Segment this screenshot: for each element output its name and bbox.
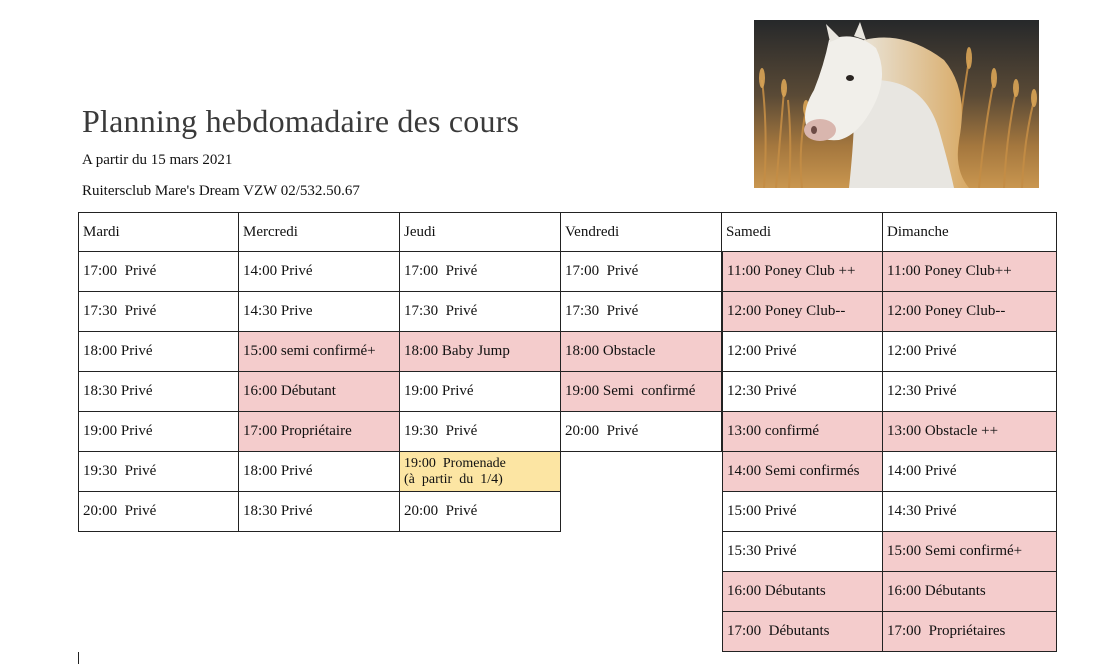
start-date-line: A partir du 15 mars 2021 [82,152,233,168]
schedule-cell: 14:00 Privé [883,452,1057,492]
schedule-cell: 13:00 confirmé [722,412,883,452]
schedule-cell: 12:00 Poney Club-- [722,292,883,332]
schedule-cell: 17:30 Privé [400,292,561,332]
schedule-cell: 17:00 Propriétaire [239,412,400,452]
day-header-mardi: Mardi [78,212,239,252]
page-margin-line [78,652,79,664]
white-horse-photo [754,20,1039,188]
schedule-cell: 20:00 Privé [561,412,722,452]
schedule-cell: 12:30 Privé [722,372,883,412]
schedule-cell: 16:00 Débutant [239,372,400,412]
schedule-cell: 12:30 Privé [883,372,1057,412]
schedule-cell: 15:00 Semi confirmé+ [883,532,1057,572]
schedule-cell: 18:00 Obstacle [561,332,722,372]
schedule-cell: 17:30 Privé [78,292,239,332]
schedule-cell: 19:00 Privé [78,412,239,452]
schedule-cell: 15:00 Privé [722,492,883,532]
schedule-cell: 20:00 Privé [400,492,561,532]
schedule-cell: 14:30 Prive [239,292,400,332]
schedule-cell: 17:00 Privé [78,252,239,292]
schedule-cell: 17:00 Privé [561,252,722,292]
schedule-cell: 18:30 Privé [78,372,239,412]
schedule-cell: 19:00 Promenade (à partir du 1/4) [400,452,561,492]
schedule-cell: 15:30 Privé [722,532,883,572]
day-header-mercredi: Mercredi [239,212,400,252]
schedule-cell: 18:00 Privé [239,452,400,492]
schedule-cell: 20:00 Privé [78,492,239,532]
schedule-cell: 18:30 Privé [239,492,400,532]
schedule-cell: 14:30 Privé [883,492,1057,532]
schedule-cell: 19:00 Privé [400,372,561,412]
schedule-cell: 17:00 Débutants [722,612,883,652]
weekly-schedule-table [78,212,1058,656]
schedule-cell: 14:00 Semi confirmés [722,452,883,492]
schedule-cell: 18:00 Privé [78,332,239,372]
schedule-cell: 16:00 Débutants [722,572,883,612]
schedule-cell: 19:30 Privé [78,452,239,492]
schedule-cell: 19:30 Privé [400,412,561,452]
schedule-cell: 17:00 Propriétaires [883,612,1057,652]
schedule-cell: 11:00 Poney Club++ [883,252,1057,292]
schedule-cell: 16:00 Débutants [883,572,1057,612]
club-contact-line: Ruitersclub Mare's Dream VZW 02/532.50.67 [82,183,360,199]
page-title: Planning hebdomadaire des cours [82,103,520,139]
schedule-cell: 17:00 Privé [400,252,561,292]
schedule-cell: 12:00 Poney Club-- [883,292,1057,332]
schedule-cell: 11:00 Poney Club ++ [722,252,883,292]
schedule-cell: 13:00 Obstacle ++ [883,412,1057,452]
schedule-cell: 12:00 Privé [883,332,1057,372]
day-header-vendredi: Vendredi [561,212,722,252]
schedule-cell: 17:30 Privé [561,292,722,332]
day-header-jeudi: Jeudi [400,212,561,252]
schedule-cell: 15:00 semi confirmé+ [239,332,400,372]
day-header-samedi: Samedi [722,212,883,252]
schedule-cell: 14:00 Privé [239,252,400,292]
day-header-dimanche: Dimanche [883,212,1057,252]
schedule-cell: 19:00 Semi confirmé [561,372,722,412]
schedule-cell: 18:00 Baby Jump [400,332,561,372]
schedule-cell: 12:00 Privé [722,332,883,372]
